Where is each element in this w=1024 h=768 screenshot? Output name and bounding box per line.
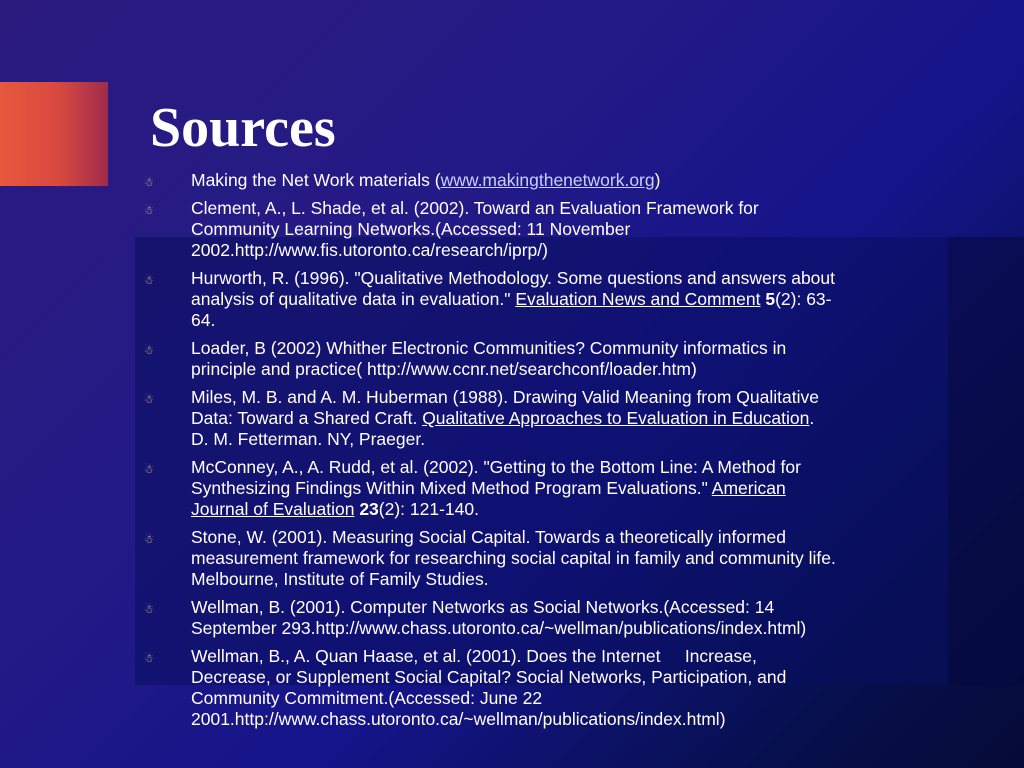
list-item	[142, 387, 932, 450]
list-item	[142, 338, 932, 380]
bullet-icon: ☃	[144, 393, 154, 406]
list-item	[142, 457, 932, 520]
bullet-icon: ☃	[144, 533, 154, 546]
item-line	[191, 289, 932, 310]
item-line: Decrease, or Supplement Social Capital? Social Networks, Participation, and	[191, 667, 787, 687]
item-line: Community Learning Networks.(Accessed: 11 November	[191, 219, 631, 239]
journal-link-part2[interactable]: Journal of Evaluation	[191, 499, 355, 519]
bullet-icon: ☃	[144, 344, 154, 357]
bullet-icon: ☃	[144, 274, 154, 287]
list-item	[142, 170, 932, 191]
sources-list	[142, 170, 932, 737]
item-line: 2001.http://www.chass.utoronto.ca/~wellman/publications/index.html)	[191, 709, 726, 729]
book-link[interactable]: Qualitative Approaches to Evaluation in Education	[422, 408, 810, 428]
item-line: September 293.http://www.chass.utoronto.ca/~wellman/publications/index.html)	[191, 618, 807, 638]
list-item	[142, 527, 932, 590]
item-line: measurement framework for researching social capital in family and community life.	[191, 548, 836, 568]
volume-number: 23	[359, 499, 379, 519]
list-item	[142, 646, 932, 730]
item-text-tail: )	[654, 170, 661, 190]
slide-title: Sources	[150, 97, 336, 159]
bullet-icon: ☃	[144, 204, 154, 217]
bullet-icon: ☃	[144, 652, 154, 665]
item-text: (2): 63-	[775, 289, 832, 309]
item-line: 2002.http://www.fis.utoronto.ca/research/iprp/)	[191, 240, 548, 260]
journal-link-part1[interactable]: American	[711, 478, 786, 498]
item-text: Data: Toward a Shared Craft.	[191, 408, 423, 428]
item-text: analysis of qualitative data in evaluation."	[191, 289, 516, 309]
right-edge-panel	[948, 237, 1024, 685]
item-line: Miles, M. B. and A. M. Huberman (1988). Drawing Valid Meaning from Qualitative	[191, 387, 819, 407]
item-line: McConney, A., A. Rudd, et al. (2002). "Getting to the Bottom Line: A Method for	[191, 457, 801, 477]
journal-link[interactable]: Evaluation News and Comment	[515, 289, 761, 309]
item-line	[191, 499, 932, 520]
volume-number: 5	[765, 289, 776, 309]
item-text: Making the Net Work materials (	[191, 170, 441, 190]
item-line: D. M. Fetterman. NY, Praeger.	[191, 429, 426, 449]
item-line: 64.	[191, 310, 216, 330]
bullet-icon: ☃	[144, 603, 154, 616]
item-line	[191, 478, 932, 499]
item-line: Wellman, B. (2001). Computer Networks as Social Networks.(Accessed: 14	[191, 597, 775, 617]
item-line: Melbourne, Institute of Family Studies.	[191, 569, 489, 589]
list-item	[142, 268, 932, 331]
source-link[interactable]: www.makingthenetwork.org	[440, 170, 655, 190]
item-line: Loader, B (2002) Whither Electronic Communities? Community informatics in	[191, 338, 787, 358]
bullet-icon: ☃	[144, 176, 154, 189]
item-text: Synthesizing Findings Within Mixed Method Program Evaluations."	[191, 478, 712, 498]
list-item	[142, 597, 932, 639]
item-line: principle and practice( http://www.ccnr.net/searchconf/loader.htm)	[191, 359, 697, 379]
item-line: Stone, W. (2001). Measuring Social Capital. Towards a theoretically informed	[191, 527, 786, 547]
list-item	[142, 198, 932, 261]
bullet-icon: ☃	[144, 463, 154, 476]
item-line: Clement, A., L. Shade, et al. (2002). Toward an Evaluation Framework for	[191, 198, 759, 218]
item-text: .	[809, 408, 815, 428]
item-line: Hurworth, R. (1996). "Qualitative Methodology. Some questions and answers about	[191, 268, 836, 288]
item-line: Wellman, B., A. Quan Haase, et al. (2001). Does the Internet Increase,	[191, 646, 757, 666]
accent-block	[0, 82, 108, 186]
item-line	[191, 408, 932, 429]
item-text: (2): 121-140.	[378, 499, 479, 519]
item-line: Community Commitment.(Accessed: June 22	[191, 688, 543, 708]
